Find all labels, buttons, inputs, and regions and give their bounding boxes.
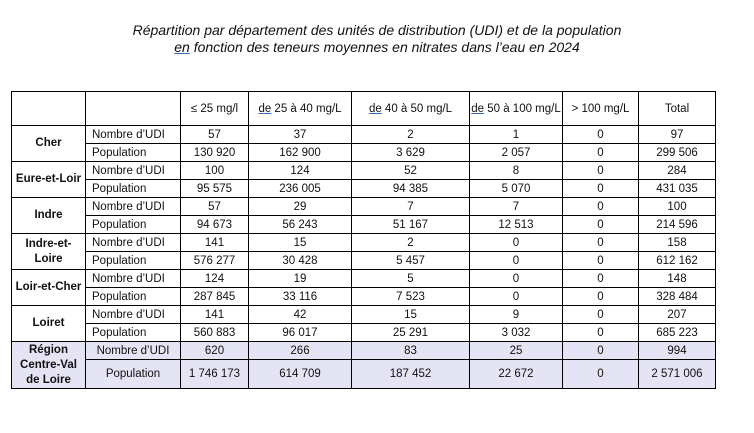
udi-cell: 52 (352, 162, 470, 180)
population-cell: 1 746 173 (181, 360, 249, 389)
row-label-udi: Nombre d’UDI (86, 270, 181, 288)
header-50-100-de: de (471, 102, 485, 115)
title-line-2 (0, 39, 754, 56)
table-row (12, 144, 716, 162)
population-cell: 25 291 (352, 324, 470, 342)
title-line-2-rest: fonction des teneurs moyennes en nitrates dans l’eau en 2024 (189, 39, 580, 55)
population-cell: 0 (563, 180, 639, 198)
population-cell: 0 (563, 288, 639, 306)
udi-cell: 207 (639, 306, 716, 324)
udi-cell: 5 (352, 270, 470, 288)
row-label-population: Population (86, 252, 181, 270)
row-label-population: Population (86, 216, 181, 234)
header-25-40-range: 25 à 40 mg/L (271, 102, 342, 115)
row-label-udi: Nombre d’UDI (86, 198, 181, 216)
department-name: Eure-et-Loir (12, 162, 86, 198)
udi-cell: 7 (470, 198, 563, 216)
udi-cell: 7 (352, 198, 470, 216)
population-cell: 0 (470, 288, 563, 306)
population-cell: 5 070 (470, 180, 563, 198)
population-cell: 612 162 (639, 252, 716, 270)
udi-cell: 2 (352, 126, 470, 144)
population-cell: 51 167 (352, 216, 470, 234)
population-cell: 236 005 (249, 180, 352, 198)
udi-cell: 8 (470, 162, 563, 180)
title-line-2-underlined: en (174, 39, 190, 55)
udi-cell: 57 (181, 198, 249, 216)
udi-cell: 0 (563, 270, 639, 288)
udi-cell: 83 (352, 342, 470, 360)
population-cell: 95 575 (181, 180, 249, 198)
udi-cell: 29 (249, 198, 352, 216)
header-empty-1 (12, 92, 86, 126)
nitrates-table (11, 91, 716, 389)
udi-cell: 0 (563, 198, 639, 216)
table-row (12, 162, 716, 180)
department-name: Loiret (12, 306, 86, 342)
udi-cell: 19 (249, 270, 352, 288)
row-label-population: Population (86, 180, 181, 198)
population-cell: 0 (470, 252, 563, 270)
udi-cell: 0 (563, 126, 639, 144)
population-cell: 12 513 (470, 216, 563, 234)
table-title (0, 22, 754, 56)
udi-cell: 25 (470, 342, 563, 360)
row-label-population: Population (86, 360, 181, 389)
population-cell: 685 223 (639, 324, 716, 342)
header-40-50 (352, 92, 470, 126)
header-50-100-range: 50 à 100 mg/L (484, 102, 561, 115)
table-row (12, 270, 716, 288)
population-cell: 299 506 (639, 144, 716, 162)
department-name: Région Centre-Val de Loire (12, 342, 86, 389)
population-cell: 22 672 (470, 360, 563, 389)
udi-cell: 124 (181, 270, 249, 288)
udi-cell: 994 (639, 342, 716, 360)
table-row (12, 252, 716, 270)
udi-cell: 15 (352, 306, 470, 324)
header-empty-2 (86, 92, 181, 126)
population-cell: 3 629 (352, 144, 470, 162)
table-row (12, 180, 716, 198)
population-cell: 0 (563, 144, 639, 162)
population-cell: 576 277 (181, 252, 249, 270)
udi-cell: 0 (563, 162, 639, 180)
table-row (12, 324, 716, 342)
udi-cell: 1 (470, 126, 563, 144)
population-cell: 0 (563, 252, 639, 270)
udi-cell: 9 (470, 306, 563, 324)
header-25-40-de: de (258, 102, 272, 115)
population-cell: 130 920 (181, 144, 249, 162)
row-label-population: Population (86, 324, 181, 342)
udi-cell: 148 (639, 270, 716, 288)
udi-cell: 97 (639, 126, 716, 144)
header-gt100: > 100 mg/L (563, 92, 639, 126)
header-40-50-range: 40 à 50 mg/L (381, 102, 453, 115)
department-name: Indre (12, 198, 86, 234)
title-line-1: Répartition par département des unités de distribution (UDI) et de la population (132, 22, 622, 38)
table-row (12, 306, 716, 324)
population-cell: 2 057 (470, 144, 563, 162)
population-cell: 0 (563, 324, 639, 342)
row-label-population: Population (86, 288, 181, 306)
population-cell: 287 845 (181, 288, 249, 306)
table-row (12, 198, 716, 216)
population-cell: 162 900 (249, 144, 352, 162)
population-cell: 214 596 (639, 216, 716, 234)
population-cell: 0 (563, 360, 639, 389)
udi-cell: 2 (352, 234, 470, 252)
population-cell: 3 032 (470, 324, 563, 342)
udi-cell: 284 (639, 162, 716, 180)
row-label-udi: Nombre d’UDI (86, 234, 181, 252)
table-row (12, 126, 716, 144)
population-cell: 33 116 (249, 288, 352, 306)
table-row (12, 234, 716, 252)
row-label-population: Population (86, 144, 181, 162)
udi-cell: 0 (470, 270, 563, 288)
population-cell: 614 709 (249, 360, 352, 389)
population-cell: 94 673 (181, 216, 249, 234)
udi-cell: 0 (563, 234, 639, 252)
udi-cell: 266 (249, 342, 352, 360)
population-cell: 431 035 (639, 180, 716, 198)
population-cell: 56 243 (249, 216, 352, 234)
udi-cell: 42 (249, 306, 352, 324)
table-row (12, 288, 716, 306)
udi-cell: 0 (563, 342, 639, 360)
row-label-udi: Nombre d’UDI (86, 342, 181, 360)
department-name: Cher (12, 126, 86, 162)
population-cell: 5 457 (352, 252, 470, 270)
department-name: Indre-et-Loire (12, 234, 86, 270)
population-cell: 2 571 006 (639, 360, 716, 389)
header-50-100 (470, 92, 563, 126)
population-cell: 560 883 (181, 324, 249, 342)
udi-cell: 141 (181, 306, 249, 324)
table-row (12, 342, 716, 360)
header-40-50-de: de (368, 102, 382, 115)
row-label-udi: Nombre d’UDI (86, 126, 181, 144)
udi-cell: 15 (249, 234, 352, 252)
population-cell: 328 484 (639, 288, 716, 306)
population-cell: 7 523 (352, 288, 470, 306)
population-cell: 94 385 (352, 180, 470, 198)
udi-cell: 0 (563, 306, 639, 324)
udi-cell: 100 (639, 198, 716, 216)
row-label-udi: Nombre d’UDI (86, 306, 181, 324)
population-cell: 96 017 (249, 324, 352, 342)
department-name: Loir-et-Cher (12, 270, 86, 306)
population-cell: 30 428 (249, 252, 352, 270)
header-le25: ≤ 25 mg/l (181, 92, 249, 126)
population-cell: 187 452 (352, 360, 470, 389)
udi-cell: 620 (181, 342, 249, 360)
udi-cell: 141 (181, 234, 249, 252)
row-label-udi: Nombre d’UDI (86, 162, 181, 180)
udi-cell: 124 (249, 162, 352, 180)
table-row (12, 216, 716, 234)
udi-cell: 158 (639, 234, 716, 252)
udi-cell: 57 (181, 126, 249, 144)
header-total: Total (639, 92, 716, 126)
udi-cell: 37 (249, 126, 352, 144)
table-row (12, 360, 716, 389)
header-row (12, 92, 716, 126)
header-25-40 (249, 92, 352, 126)
population-cell: 0 (563, 216, 639, 234)
udi-cell: 0 (470, 234, 563, 252)
udi-cell: 100 (181, 162, 249, 180)
